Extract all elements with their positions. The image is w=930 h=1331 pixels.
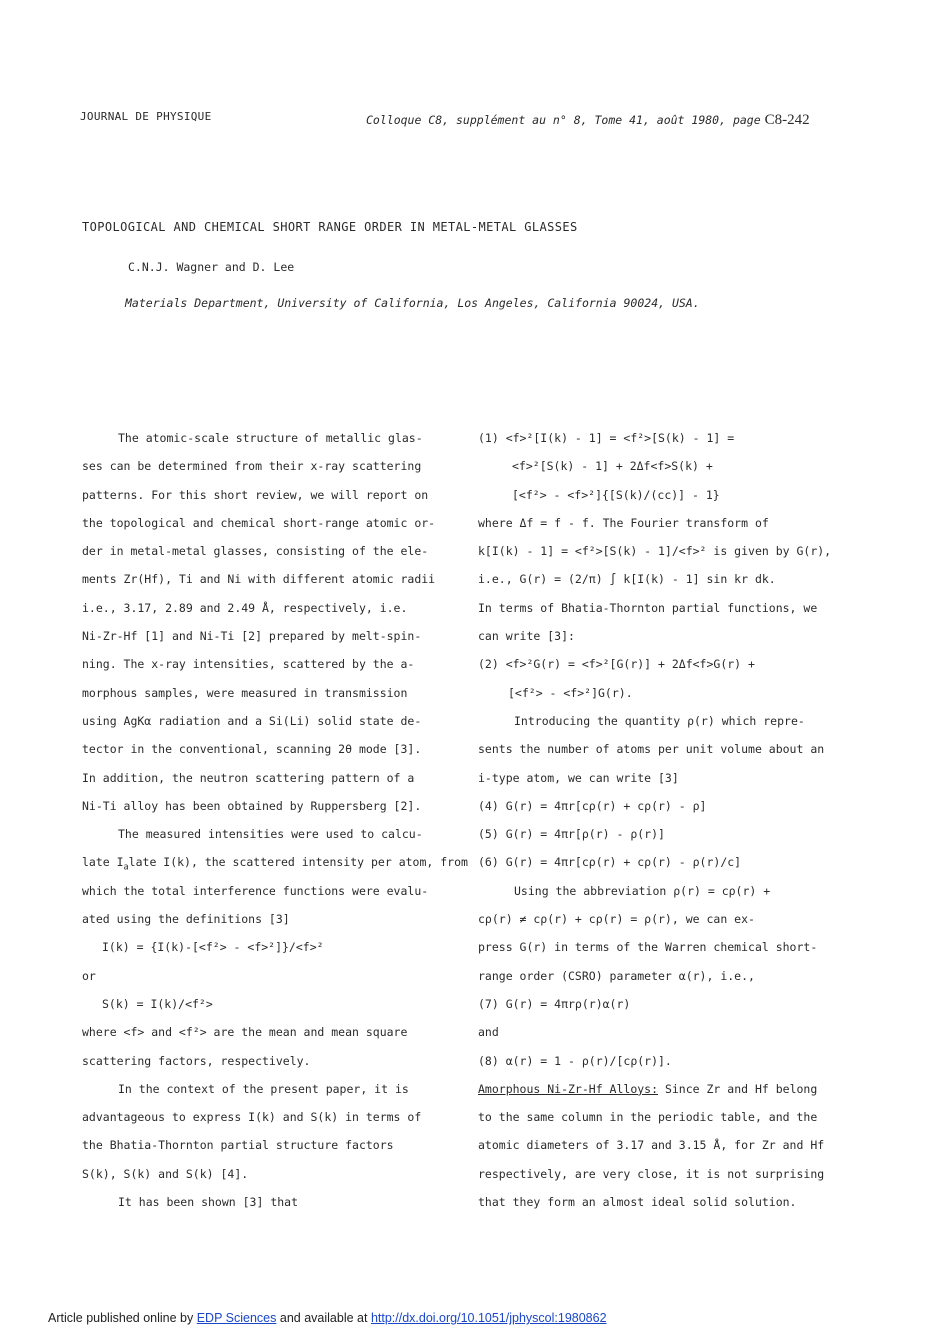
equation-8: (8) α(r) = 1 - ρ(r)/[cρ(r)]. <box>478 1053 672 1068</box>
text-line: that they form an almost ideal solid solution. <box>478 1195 797 1210</box>
text-line: In terms of Bhatia-Thornton partial functions, we <box>478 600 818 615</box>
text-line: tector in the conventional, scanning 2θ mode [3]. <box>82 742 422 757</box>
paper-authors: C.N.J. Wagner and D. Lee <box>128 260 295 274</box>
text-line: ments Zr(Hf), Ti and Ni with different atomic radii <box>82 572 436 587</box>
equation-6: (6) G(r) = 4πr[cρ(r) + cρ(r) - ρ(r)/c] <box>478 855 742 870</box>
left-column <box>82 424 468 1216</box>
publisher-link[interactable]: EDP Sciences <box>196 1311 277 1325</box>
text-line: atomic diameters of 3.17 and 3.15 Å, for Zr and Hf <box>478 1138 825 1153</box>
page-number: C8-242 <box>764 112 810 128</box>
paper-affiliation: Materials Department, University of California, Los Angeles, California 90024, USA. <box>125 296 700 310</box>
text-line: In the context of the present paper, it is <box>118 1081 409 1096</box>
section-heading: Amorphous Ni-Zr-Hf Alloys: <box>478 1081 659 1096</box>
text-line: to the same column in the periodic table, and the <box>478 1110 818 1125</box>
text-line: Ni-Ti alloy has been obtained by Ruppersberg [2]. <box>82 798 422 813</box>
text-line: Using the abbreviation ρ(r) = cρ(r) + <box>514 883 771 898</box>
text-line <box>478 1075 850 1103</box>
text-line: where Δf = f - f. The Fourier transform of <box>478 515 769 530</box>
text-line: using AgKα radiation and a Si(Li) solid state de- <box>82 713 422 728</box>
issue-citation <box>366 112 810 129</box>
publication-footer <box>48 1311 607 1325</box>
journal-name: JOURNAL DE PHYSIQUE <box>80 110 212 123</box>
text-line: can write [3]: <box>478 629 575 644</box>
text-line: i-type atom, we can write [3] <box>478 770 679 785</box>
text-line: ning. The x-ray intensities, scattered by the a- <box>82 657 415 672</box>
equation-2: (2) <f>²G(r) = <f>²[G(r)] + 2Δf<f>G(r) + <box>478 657 755 672</box>
text-fragment: Since Zr and Hf belong <box>664 1081 818 1096</box>
text-fragment: late I(k), the scattered intensity per atom, from <box>128 855 468 870</box>
text-line: k[I(k) - 1] = <f²>[S(k) - 1]/<f>² is given by G(r), <box>478 544 832 559</box>
paper-title: TOPOLOGICAL AND CHEMICAL SHORT RANGE ORDER IN METAL-METAL GLASSES <box>82 220 578 234</box>
equation-1: (1) <f>²[I(k) - 1] = <f²>[S(k) - 1] = <box>478 431 735 445</box>
footer-middle: and available at <box>279 1311 368 1325</box>
text-line: advantageous to express I(k) and S(k) in terms of <box>82 1110 422 1125</box>
equation-2-cont: [<f²> - <f>²]G(r). <box>508 685 633 700</box>
text-line: patterns. For this short review, we will report on <box>82 487 429 502</box>
text-line: the topological and chemical short-range atomic or- <box>82 515 436 530</box>
text-line: which the total interference functions were evalu- <box>82 883 429 898</box>
text-line: where <f> and <f²> are the mean and mean square <box>82 1025 408 1040</box>
text-line: It has been shown [3] that <box>118 1195 299 1210</box>
text-line: sents the number of atoms per unit volume about an <box>478 742 825 757</box>
text-line: S(k), S(k) and S(k) [4]. <box>82 1166 249 1181</box>
subscript: a <box>123 862 129 873</box>
right-column <box>478 424 850 1216</box>
text-line: Introducing the quantity ρ(r) which repre- <box>514 713 805 728</box>
text-line: respectively, are very close, it is not surprising <box>478 1166 825 1181</box>
text-line: The atomic-scale structure of metallic glas- <box>118 431 423 445</box>
text-line: i.e., G(r) = (2/π) ∫ k[I(k) - 1] sin kr dk. <box>478 572 776 587</box>
text-line: press G(r) in terms of the Warren chemical short- <box>478 940 818 955</box>
text-line: range order (CSRO) parameter α(r), i.e., <box>478 968 755 983</box>
text-line: late $I_alate$ I(k), the scattered intensity per atom, from <box>82 855 468 873</box>
equation-7: (7) G(r) = 4πrρ(r)α(r) <box>478 996 631 1011</box>
text-line: In addition, the neutron scattering pattern of a <box>82 770 415 785</box>
equation-1-cont: <f>²[S(k) - 1] + 2Δf<f>S(k) + <box>512 459 713 474</box>
text-line: and <box>478 1025 499 1040</box>
equation-5: (5) G(r) = 4πr[ρ(r) - ρ(r)] <box>478 827 665 842</box>
text-line: ses can be determined from their x-ray scattering <box>82 459 422 474</box>
text-line: scattering factors, respectively. <box>82 1053 311 1068</box>
equation-ik: I(k) = {I(k)-[<f²> - <f>²]}/<f>² <box>102 940 324 955</box>
text-line: Ni-Zr-Hf [1] and Ni-Ti [2] prepared by melt-spin- <box>82 629 422 644</box>
text-line: or <box>82 968 96 983</box>
text-line: i.e., 3.17, 2.89 and 2.49 Å, respectively, i.e. <box>82 600 408 615</box>
footer-prefix: Article published online by <box>48 1311 194 1325</box>
equation-4: (4) G(r) = 4πr[cρ(r) + cρ(r) - ρ] <box>478 798 707 813</box>
issue-text: Colloque C8, supplément au n° 8, Tome 41, août 1980, page <box>366 113 761 127</box>
text-line: der in metal-metal glasses, consisting of the ele- <box>82 544 429 559</box>
text-line: ated using the definitions [3] <box>82 912 290 927</box>
equation-1-cont: [<f²> - <f>²]{[S(k)/(cc)] - 1} <box>512 487 720 502</box>
text-line: The measured intensities were used to calcu- <box>118 827 423 842</box>
doi-link[interactable]: http://dx.doi.org/10.1051/jphyscol:1980862 <box>370 1311 607 1325</box>
text-line: the Bhatia-Thornton partial structure factors <box>82 1138 394 1153</box>
text-line: morphous samples, were measured in transmission <box>82 685 408 700</box>
equation-sk: S(k) = I(k)/<f²> <box>102 996 213 1011</box>
text-line: cρ(r) ≠ cρ(r) + cρ(r) = ρ(r), we can ex- <box>478 912 755 927</box>
